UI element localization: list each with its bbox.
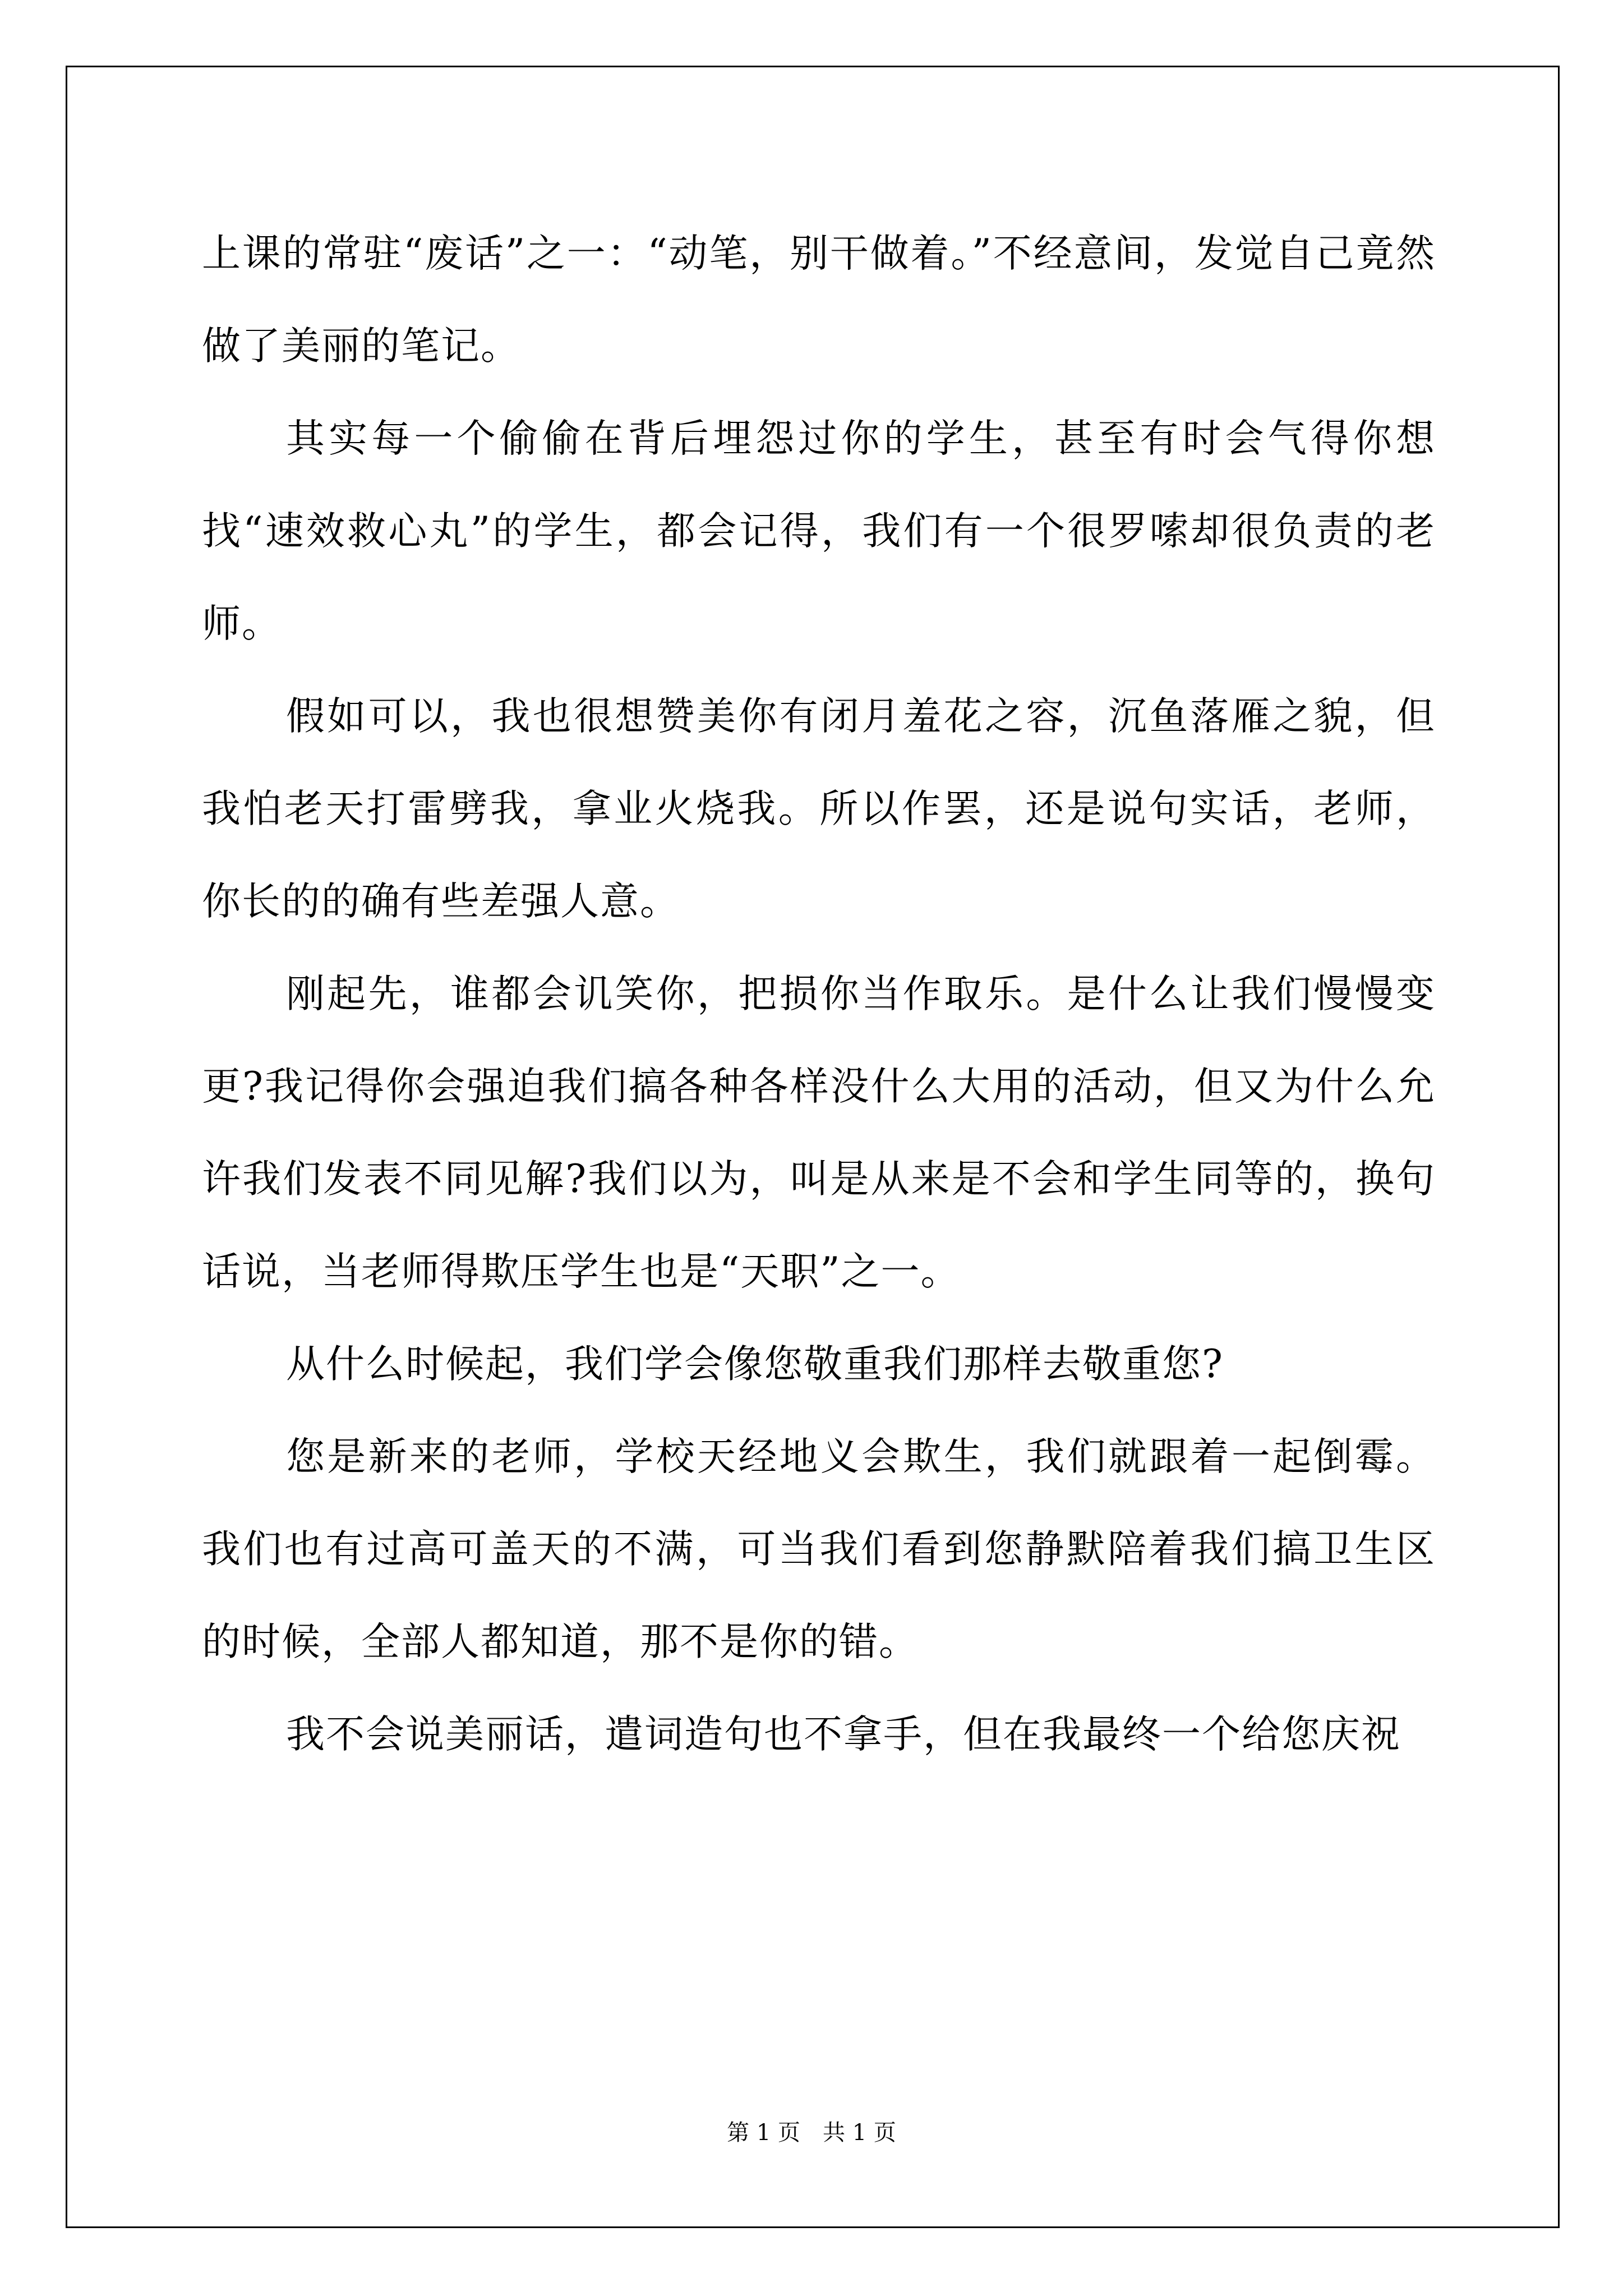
paragraph-7: 我不会说美丽话，遣词造句也不拿手，但在我最终一个给您庆祝 — [286, 1712, 1401, 1757]
paragraph-3: 假如可以，我也很想赞美你有闭月羞花之容，沉鱼落雁之貌，但我怕老天打雷劈我，拿业火烧我。所以作罢，还是说句实话，老师，你长的的确有些差强人意。 — [202, 694, 1436, 924]
paragraph-6: 您是新来的老师，学校天经地义会欺生，我们就跟着一起倒霉。我们也有过高可盖天的不满，可当我们看到您静默陪着我们搞卫生区的时候，全部人都知道，那不是你的错。 — [202, 1434, 1436, 1664]
paragraph-2: 其实每一个偷偷在背后埋怨过你的学生，甚至有时会气得你想找“速效救心丸”的学生，都会记得，我们有一个很罗嗦却很负责的老师。 — [202, 416, 1436, 646]
paragraph-4: 刚起先，谁都会讥笑你，把损你当作取乐。是什么让我们慢慢变更?我记得你会强迫我们搞各种各样没什么大用的活动，但又为什么允许我们发表不同见解?我们以为，叫是从来是不会和学生同等的，换句话说，当老师得欺压学生也是“天职”之一。 — [202, 972, 1436, 1294]
page-number-footer: 第 1 页 共 1 页 — [727, 2120, 896, 2146]
paragraph-5: 从什么时候起，我们学会像您敬重我们那样去敬重您? — [286, 1342, 1224, 1387]
document-body — [202, 208, 1436, 1781]
paragraph-1: 上课的常驻“废话”之一：“动笔，别干做着。”不经意间，发觉自己竟然做了美丽的笔记。 — [202, 231, 1436, 369]
